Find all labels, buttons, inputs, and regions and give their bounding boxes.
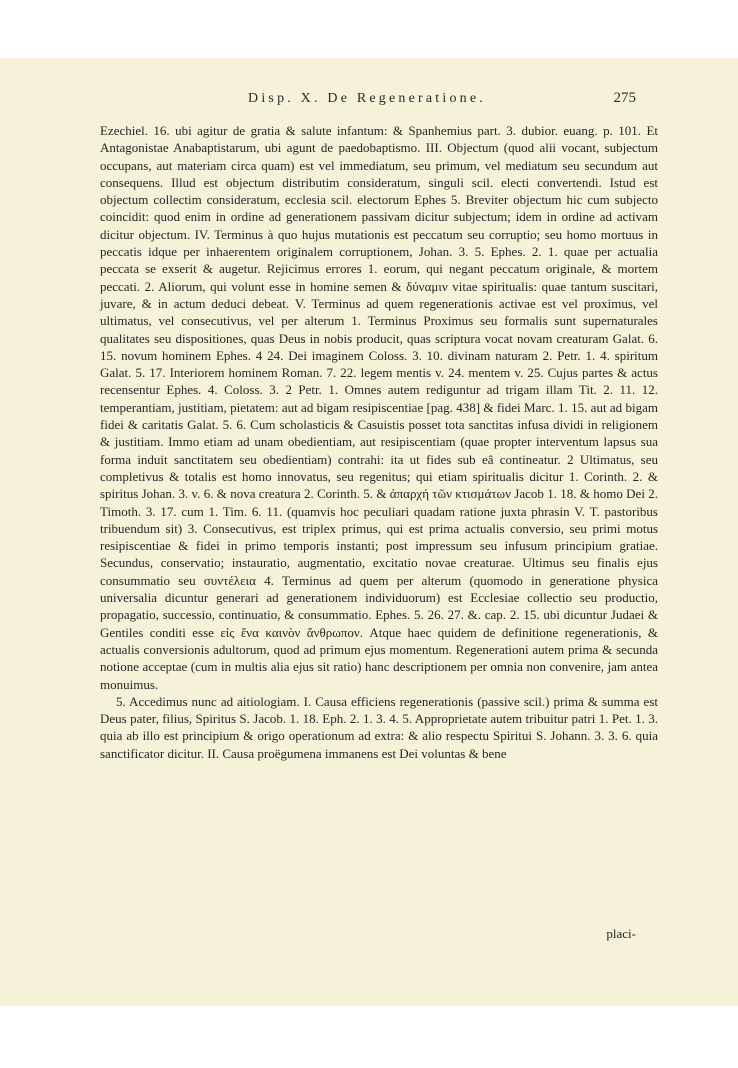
catchword: placi- [606,926,636,941]
paragraph: Ezechiel. 16. ubi agitur de gratia & salute infantum: & Spanhemius part. 3. dubior. euang. p. 101. Et Antagonistae Anabaptistarum, ubi agunt de paedobaptismo. III. Objectum (quod alii vocant, subjectum occupans, aut materiam circa quam) est vel immediatum, seu primum, vel mediatum seu secundum aut consequens. Illud est objectum distributim consideratum, singuli scil. electi convertendi. Istud est objectum collectim consideratum, ecclesia scil. electorum Ephes 5. Breviter objectum hic cum subjecto coincidit: quod enim in ordine ad generationem passivam dicitur subjectum; idem in ordine ad activam dicitur objectum. IV. Terminus à quo hujus mutationis est peccatum seu corruptio; seu homo mortuus in peccatis idque per inhaerentem originalem corruptionem, Johan. 3. 5. Ephes. 2. 1. quae per actualia peccata se exserit & augetur. Rejicimus errores 1. eorum, qui negant peccatum originale, & mortem peccati. 2. Aliorum, qui volunt esse in homine semen & δύναμιν vitae spiritualis: quae tantum suscitari, juvare, & in actum deduci debeat. V. Terminus ad quem regenerationis activae est vel proximus, vel ultimatus, vel consecutivus, vel per alterum 1. Terminus Proximus seu formalis sunt supernaturales qualitates seu dispositiones, quas Deus in nobis producit, quas scriptura vocat novam creaturam Galat. 6. 15. novum hominem Ephes. 4 24. Dei imaginem Coloss. 3. 10. divinam naturam 2. Petr. 1. 4. spiritum Galat. 5. 17. Interiorem hominem Roman. 7. 22. legem mentis v. 24. mentem v. 25. Cujus partes & actus recensentur Ephes. 4. Coloss. 3. 2 Petr. 1. Omnes autem rediguntur ad trigam illam Tit. 2. 11. 12. temperantiam, justitiam, pietatem: aut ad bigam resipiscentiae [pag. 438] & fidei Marc. 1. 15. aut ad bigam fidei & caritatis Galat. 5. 6. Cum scholasticis & Casuistis posset tota sanctitas infusa dividi in religionem & justitiam. Immo etiam ad unam obedientiam, aut resipiscentiam (quae propter interventum lapsus sua forma induit sanctitatem seu obedientiam) contrahi: ita ut fides sub eâ contineatur. 2 Ultimatus, seu completivus & totalis est homo innovatus, seu regenitus; qui etiam spiritualis dicitur 1. Corinth. 2. & spiritus Johan. 3. v. 6. & nova creatura 2. Corinth. 5. & ἀπαρχή τῶν κτισμάτων Jacob 1. 18. & homo Dei 2. Timoth. 3. 17. cum 1. Tim. 6. 11. (quamvis hoc peculiari quadam ratione juxta phrasin V. T. pastoribus tribuendum sit) 3. Consecutivus, est triplex primus, qui est prima actualis conversio, seu primi motus resipiscentiae & fidei in primo temporis instanti; post impressum seu infusum principium gratiae. Secundus, conservatio; instauratio, augmentatio, excitatio novae creaturae. Ultimus seu finalis ejus consummatio seu συντέλεια 4. Terminus ad quem per alterum (quomodo in generatione physica universalia dicuntur generari ad generationem individuorum) est Ecclesiae collectio seu productio, propagatio, successio, continuatio, & consummatio. Ephes. 5. 26. 27. &. cap. 2. 15. ubi dicuntur Judaei & Gentiles conditi esse εἰς ἕνα καινὸν ἄνθρωπον. Atque haec quidem de definitione regenerationis, & actualis conversionis adultorum, quod ad primum ejus momentum. Regenerationi autem prima & secunda notione acceptae (cum in multis alia ejus sit ratio) hanc descriptionem per omnia non convenire, jam antea monuimus. [100,123,658,692]
paragraph: 5. Accedimus nunc ad aitiologiam. I. Causa efficiens regenerationis (passive scil.) prima & summa est Deus pater, filius, Spiritus S. Jacob. 1. 18. Eph. 2. 1. 3. 4. 5. Approprietate autem tribuitur patri 1. Pet. 1. 3. quia ab illo est principium & origo operationum ad extra: & alio respectu Spiritui S. Johann. 3. 3. 6. quia sanctificator dicitur. II. Causa proëgumena immanens est Dei voluntas & bene [100,693,658,761]
text-body [100,122,658,762]
page-number: 275 [613,90,636,106]
running-title: Disp. X. De Regeneratione. [248,91,486,106]
running-header [98,91,636,111]
book-page [0,58,738,1006]
